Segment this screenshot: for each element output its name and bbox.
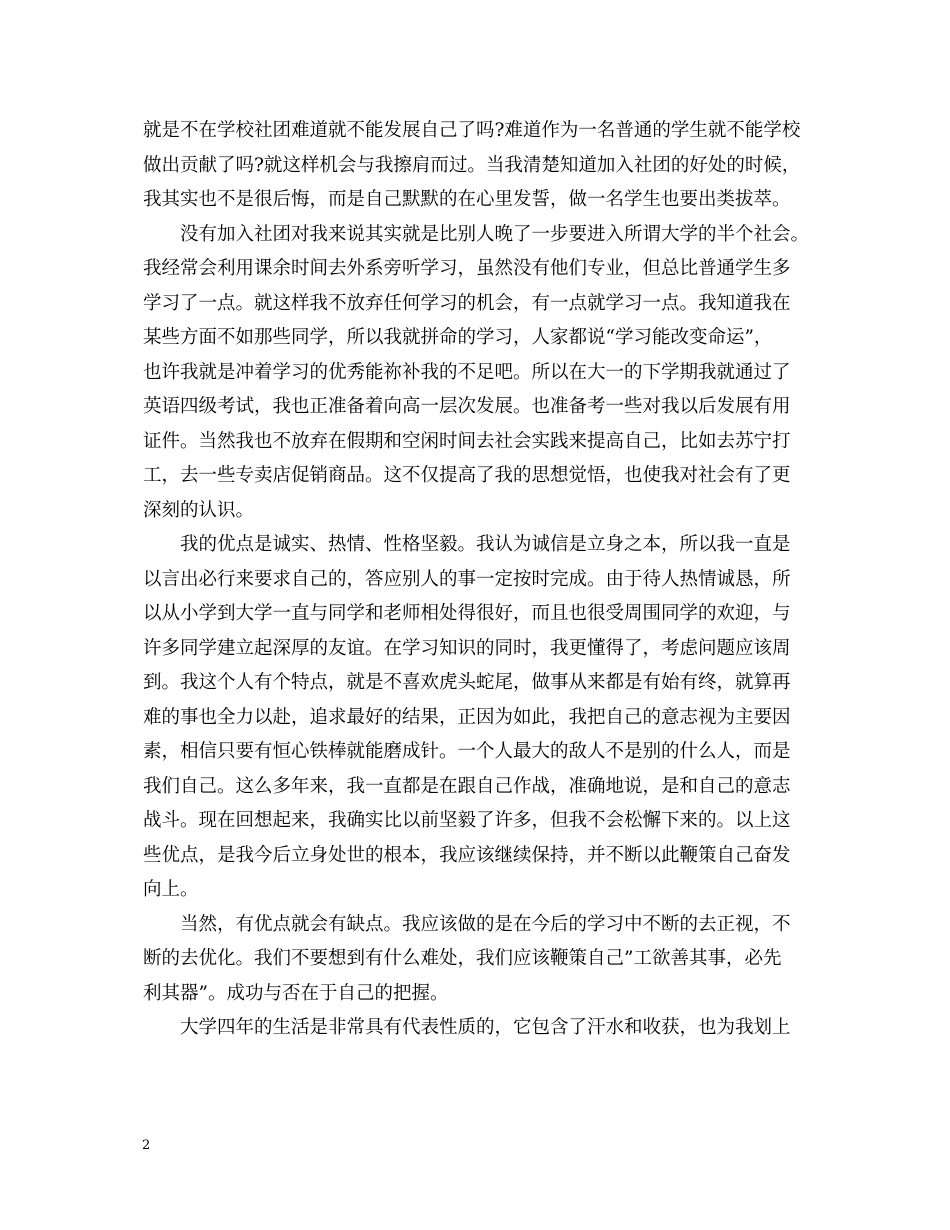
text-line: 某些方面不如那些同学，所以我就拼命的学习，人家都说“学习能改变命运”， — [143, 327, 773, 348]
text-line: 以从小学到大学一直与同学和老师相处得很好，而且也很受周围同学的欢迎，与 — [143, 603, 791, 624]
text-line: 就是不在学校社团难道就不能发展自己了吗?难道作为一名普通的学生就不能学校 — [143, 120, 801, 141]
text-line: 素，相信只要有恒心铁棒就能磨成针。一个人最大的敌人不是别的什么人，而是 — [143, 741, 791, 762]
text-line: 以言出必行来要求自己的，答应别人的事一定按时完成。由于待人热情诚恳，所 — [143, 568, 791, 590]
paragraph-start-line: 没有加入社团对我来说其实就是比别人晚了一步要进入所谓大学的半个社会。 — [180, 223, 810, 245]
text-line: 工，去一些专卖店促销商品。这不仅提高了我的思想觉悟，也使我对社会有了更 — [143, 465, 791, 486]
text-line: 利其器”。成功与否在于自己的把握。 — [143, 982, 449, 1004]
text-line: 也许我就是冲着学习的优秀能祢补我的不足吧。所以在大一的下学期我就通过了 — [143, 361, 791, 383]
text-line: 学习了一点。就这样我不放弃任何学习的机会，有一点就学习一点。我知道我在 — [143, 292, 791, 314]
text-line: 向上。 — [143, 879, 199, 900]
paragraph-start-line: 当然，有优点就会有缺点。我应该做的是在今后的学习中不断的去正视，不 — [180, 913, 791, 935]
text-line: 做出贡献了吗?就这样机会与我擦肩而过。当我清楚知道加入社团的好处的时候， — [143, 154, 801, 176]
text-line: 英语四级考试，我也正准备着向高一层次发展。也准备考一些对我以后发展有用 — [143, 396, 791, 417]
paragraph-start-line: 我的优点是诚实、热情、性格坚毅。我认为诚信是立身之本，所以我一直是 — [180, 534, 791, 555]
text-line: 到。我这个人有个特点，就是不喜欢虎头蛇尾，做事从来都是有始有终，就算再 — [143, 672, 791, 693]
text-line: 断的去优化。我们不要想到有什么难处，我们应该鞭策自己”工欲善其事，必先 — [143, 948, 782, 969]
text-line: 我经常会利用课余时间去外系旁听学习，虽然没有他们专业，但总比普通学生多 — [143, 258, 791, 279]
text-line: 我们自己。这么多年来，我一直都是在跟自己作战，准确地说，是和自己的意志 — [143, 775, 791, 797]
text-line: 难的事也全力以赴，追求最好的结果，正因为如此，我把自己的意志视为主要因 — [143, 706, 791, 728]
page-number: 2 — [142, 1138, 151, 1153]
text-line: 我其实也不是很后悔，而是自己默默的在心里发誓，做一名学生也要出类拔萃。 — [143, 189, 791, 210]
text-line: 深刻的认识。 — [143, 499, 255, 521]
text-line: 战斗。现在回想起来，我确实比以前坚毅了许多，但我不会松懈下来的。以上这 — [143, 810, 791, 831]
document-body — [143, 114, 813, 1046]
text-line: 些优点，是我今后立身处世的根本，我应该继续保持，并不断以此鞭策自己奋发 — [143, 844, 791, 866]
paragraph-start-line: 大学四年的生活是非常具有代表性质的，它包含了汗水和收获，也为我划上 — [180, 1017, 791, 1038]
text-line: 证件。当然我也不放弃在假期和空闲时间去社会实践来提高自己，比如去苏宁打 — [143, 430, 791, 452]
text-line: 许多同学建立起深厚的友谊。在学习知识的同时，我更懂得了，考虑问题应该周 — [143, 637, 791, 659]
